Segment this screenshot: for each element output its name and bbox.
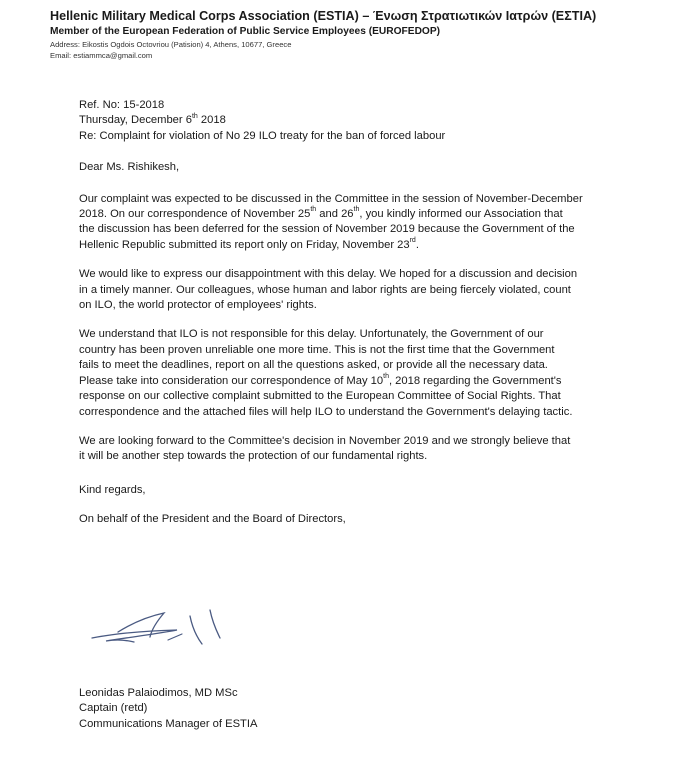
signatory-name: Leonidas Palaiodimos, MD MSc <box>79 687 238 699</box>
salutation: Dear Ms. Rishikesh, <box>79 161 180 174</box>
p3-line-3: fails to meet the deadlines, report on all the questions asked, or provide all the necessary data. <box>79 359 548 372</box>
signatory-rank: Captain (retd) <box>79 702 148 715</box>
p3-line-4 <box>79 374 619 389</box>
p4-line-2: it will be another step towards the protection of our fundamental rights. <box>79 450 428 463</box>
p1-sup-3: rd <box>409 237 416 245</box>
date-year: 2018 <box>197 114 226 127</box>
p1-sup-2: th <box>353 206 360 214</box>
p3-line-5: response on our collective complaint submitted to the European Committee of Social Rights. That <box>79 390 561 403</box>
p3-line-4-a: Please take into consideration our correspondence of May 10 <box>79 374 384 387</box>
letter-date <box>79 113 619 128</box>
signatory-block <box>79 686 257 732</box>
p3-sup: th <box>383 372 389 380</box>
p2-line-2: in a timely manner. Our colleagues, whose human and labor rights are being fiercely violated, count <box>79 283 571 296</box>
p1-line-4-a: Hellenic Republic submitted its report only on Friday, November 23 <box>79 238 410 251</box>
signature-icon <box>82 604 242 650</box>
p1-line-2 <box>79 207 619 222</box>
p3-line-2: country has been proven unreliable one more time. This is not the first time that the Government <box>79 343 555 356</box>
p1-line-3: the discussion has been deferred for the session of November 2019 because the Government of the <box>79 223 575 236</box>
address-line: Address: Eikostis Ogdois Octovriou (Patision) 4, Athens, 10677, Greece <box>50 40 292 49</box>
signatory-role: Communications Manager of ESTIA <box>79 717 258 730</box>
paragraph-3 <box>79 327 619 419</box>
p1-line-2-c: , you kindly informed our Association that <box>359 208 563 221</box>
p3-line-6: correspondence and the attached files will help ILO to understand the Government's delaying tactic. <box>79 405 573 418</box>
organization-name: Hellenic Military Medical Corps Association (ESTIA) – Ένωση Στρατιωτικών Ιατρών (ΕΣΤΙΑ) <box>50 9 597 23</box>
letterhead <box>50 8 690 61</box>
date-superscript: th <box>191 112 198 120</box>
p3-line-1: We understand that ILO is not responsible for this delay. Unfortunately, the Government of our <box>79 328 544 341</box>
p4-line-1: We are looking forward to the Committee's decision in November 2019 and we strongly believe that <box>79 434 571 447</box>
p1-line-1: Our complaint was expected to be discussed in the Committee in the session of November-December <box>79 192 583 205</box>
p1-sup-1: th <box>310 206 317 214</box>
reference-number: Ref. No: 15-2018 <box>79 99 165 111</box>
on-behalf-line: On behalf of the President and the Board of Directors, <box>79 513 346 526</box>
subject-line: Re: Complaint for violation of No 29 ILO treaty for the ban of forced labour <box>79 129 446 142</box>
closing: Kind regards, <box>79 483 146 496</box>
p2-line-3: on ILO, the world protector of employees' rights. <box>79 299 317 312</box>
p2-line-1: We would like to express our disappointment with this delay. We hoped for a discussion and decision <box>79 268 578 281</box>
date-text: Thursday, December 6 <box>79 114 192 127</box>
p1-line-2-b: and 26 <box>316 208 354 221</box>
p1-line-2-a: 2018. On our correspondence of November 25 <box>79 208 311 221</box>
p1-line-4-b: . <box>415 238 419 251</box>
paragraph-4 <box>79 434 619 465</box>
letter-body <box>79 98 619 528</box>
p1-line-4 <box>79 238 619 253</box>
email-line: Email: estiammca@gmail.com <box>50 51 153 60</box>
paragraph-1 <box>79 192 619 254</box>
p3-line-4-b: , 2018 regarding the Government's <box>388 374 562 387</box>
membership-line: Member of the European Federation of Public Service Employees (EUROFEDOP) <box>50 26 441 37</box>
paragraph-2 <box>79 267 619 313</box>
